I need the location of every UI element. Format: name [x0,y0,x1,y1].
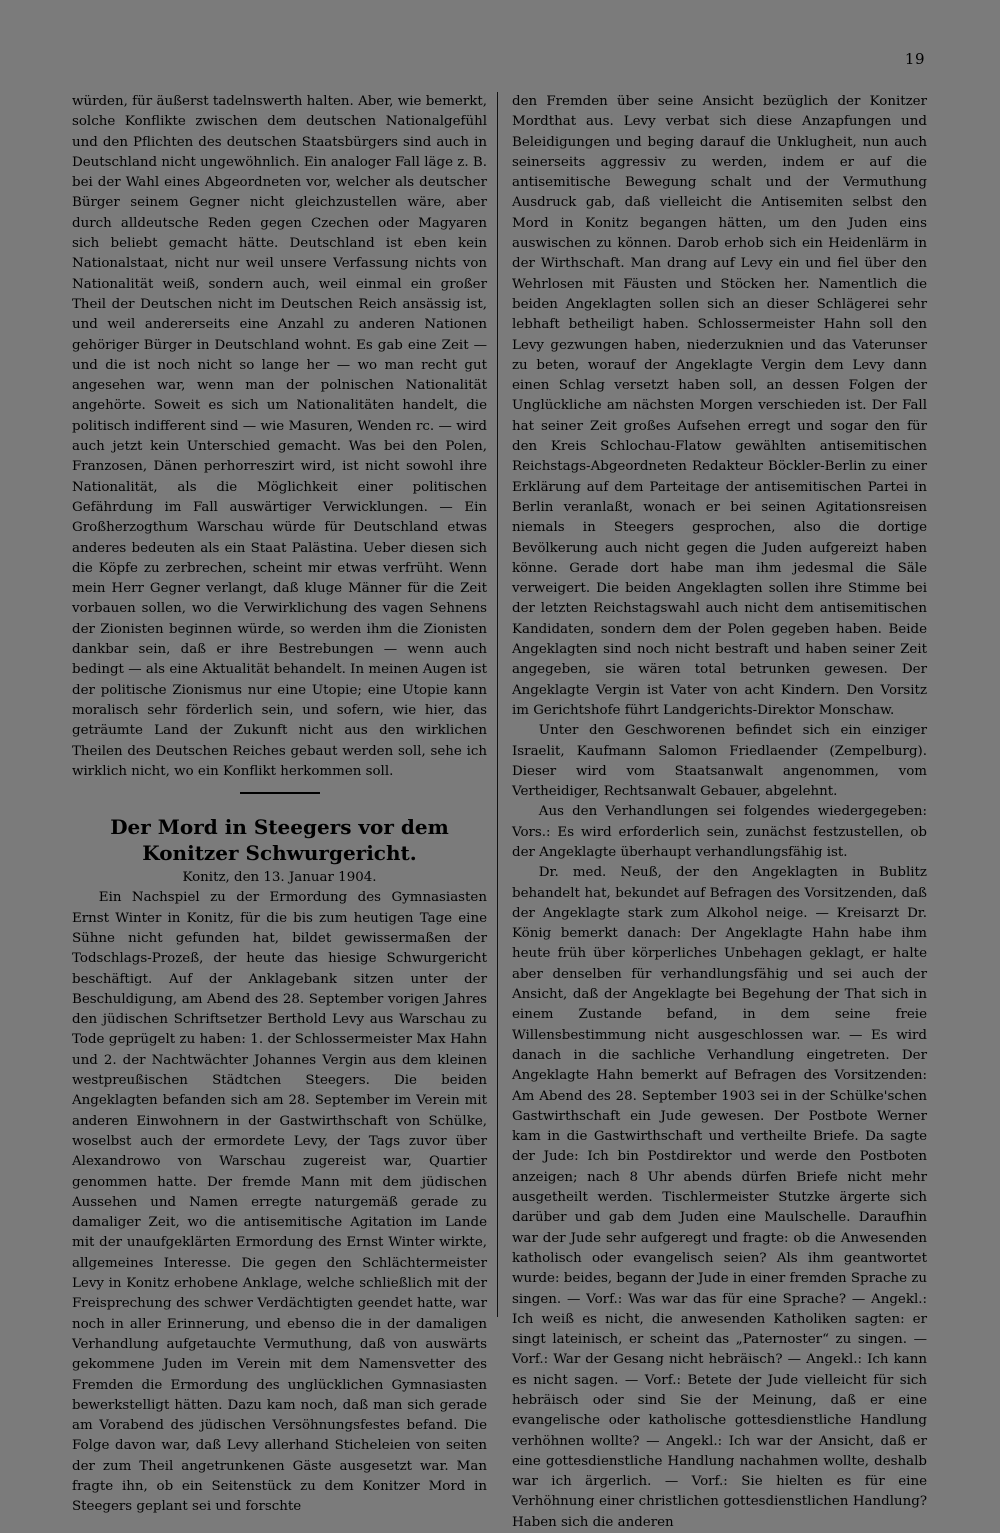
left-paragraph-1: würden, für äußerst tadelnswerth halten. Aber, wie bemerkt, solche Konflikte zwischen dem deutschen Nationalgefühl und den Pflichten des deutschen Staatsbürgers sind auch in Deutschland nicht ungewöhnlich. Ein analoger Fall läge z. B. bei der Wahl eines Abgeordneten vor, welcher als deutscher Bürger seinem Gegner nicht gleichzustellen wäre, aber durch alldeutsche Reden gegen Czechen oder Magyaren sich beliebt gemacht hätte. Deutschland ist eben kein Nationalstaat, nicht nur weil unsere Verfassung nichts von Nationalität weiß, sondern auch, weil einmal ein großer Theil der Deutschen nicht im Deutschen Reich ansässig ist, und weil andererseits eine Anzahl zu anderen Nationen gehöriger Bürger in Deutschland wohnt. Es gab eine Zeit — und die ist noch nicht so lange her — wo man recht gut angesehen war, wenn man der polnischen Nationalität angehörte. Soweit es sich um Nationalitäten handelt, die politisch indifferent sind — wie Masuren, Wenden rc. — wird auch jetzt kein Unterschied gemacht. Was bei den Polen, Franzosen, Dänen perhorreszirt wird, ist nicht sowohl ihre Nationalität, als die Möglichkeit einer politischen Gefährdung im Fall auswärtiger Verwicklungen. — Ein Großherzogthum Warschau würde für Deutschland etwas anderes bedeuten als ein Staat Palästina. Ueber diesen sich die Köpfe zu zerbrechen, scheint mir etwas verfrüht. Wenn mein Herr Gegner verlangt, daß kluge Männer für die Zeit vorbauen sollen, wo die Verwirklichung des vagen Sehnens der Zionisten beginnen würde, so werden ihm die Zionisten dankbar sein, daß er ihre Bestrebungen — wenn auch bedingt — als eine Aktualität behandelt. In meinen Augen ist der politische Zionismus nur eine Utopie; eine Utopie kann moralisch sehr förderlich sein, und sofern, wie hier, das geträumte Land der Zukunft nicht aus den wirklichen Theilen des Deutschen Reiches gebaut werden soll, sehe ich wirklich nicht, wo ein Konflikt herkommen soll. [72,94,487,779]
article-heading: Der Mord in Steegers vor dem Konitzer Schwurgericht. [110,815,449,866]
right-paragraph-3: Aus den Verhandlungen sei folgendes wiedergegeben: Vors.: Es wird erforderlich sein, zunächst festzustellen, ob der Angeklagte überhaupt verhandlungsfähig ist. [512,804,927,860]
article-dateline: Konitz, den 13. Januar 1904. [182,870,377,886]
page-number: 19 [904,50,925,68]
left-paragraph-2: Ein Nachspiel zu der Ermordung des Gymnasiasten Ernst Winter in Konitz, für die bis zum heutigen Tage eine Sühne nicht gefunden hat, bildet gewissermaßen der Todschlags-Prozeß, der heute das hiesige Schwurgericht beschäftigt. Auf der Anklagebank sitzen unter der Beschuldigung, am Abend des 28. September vorigen Jahres den jüdischen Schriftsetzer Berthold Levy aus Warschau zu Tode geprügelt zu haben: 1. der Schlossermeister Max Hahn und 2. der Nachtwächter Johannes Vergin aus dem kleinen westpreußischen Städtchen Steegers. Die beiden Angeklagten befanden sich am 28. September im Verein mit anderen Einwohnern in der Gastwirthschaft von Schülke, woselbst auch der ermordete Levy, der Tags zuvor über Alexandrowo von Warschau zugereist war, Quartier genommen hatte. Der fremde Mann mit dem jüdischen Aussehen und Namen erregte naturgemäß gerade zu damaliger Zeit, wo die antisemitische Agitation im Lande mit der unaufgeklärten Ermordung des Ernst Winter wirkte, allgemeines Interesse. Die gegen den Schlächtermeister Levy in Konitz erhobene Anklage, welche schließlich mit der Freisprechung des schwer Verdächtigten geendet hatte, war noch in aller Erinnerung, und ebenso die in der damaligen Verhandlung aufgetauchte Vermuthung, daß von auswärts gekommene Juden im Verein mit dem Namensvetter des Fremden die Ermordung des unglücklichen Gymnasiasten bewerkstelligt hätten. Dazu kam noch, daß man sich gerade am Vorabend des jüdischen Versöhnungsfestes befand. Die Folge davon war, daß Levy allerhand Sticheleien von seiten der zum Theil angetrunkenen Gäste ausgesetzt war. Man fragte ihn, ob ein Seitenstück zu dem Konitzer Mord in Steegers geplant sei und forschte [72,890,487,1515]
right-paragraph-4: Dr. med. Neuß, der den Angeklagten in Bublitz behandelt hat, bekundet auf Befragen des Vorsitzenden, daß der Angeklagte stark zum Alkohol neige. — Kreisarzt Dr. König bemerkt danach: Der Angeklagte Hahn habe ihm heute früh über körperliches Unbehagen geklagt, er halte aber denselben für verhandlungsfähig und sei auch der Ansicht, daß der Angeklagte bei Begehung der That sich in einem Zustande befand, in dem seine freie Willensbestimmung nicht ausgeschlossen war. — Es wird danach in die sachliche Verhandlung eingetreten. Der Angeklagte Hahn bemerkt auf Befragen des Vorsitzenden: Am Abend des 28. September 1903 sei in der Schülke'schen Gastwirthschaft ein Jude gewesen. Der Postbote Werner kam in die Gastwirthschaft und vertheilte Briefe. Da sagte der Jude: Ich bin Postdirektor und werde den Postboten anzeigen; nach 8 Uhr abends dürfen Briefe nicht mehr ausgetheilt werden. Tischlermeister Stutzke ärgerte sich darüber und gab dem Juden eine Maulschelle. Daraufhin war der Jude sehr aufgeregt und fragte: ob die Anwesenden katholisch oder evangelisch seien? Als ihm geantwortet wurde: beides, begann der Jude in einer fremden Sprache zu singen. — Vorf.: Was war das für eine Sprache? — Angekl.: Ich weiß es nicht, die anwesenden Katholiken sagten: er singt lateinisch, er scheint das „Paternoster“ zu singen. — Vorf.: War der Gesang nicht hebräisch? — Angekl.: Ich kann es nicht sagen. — Vorf.: Betete der Jude vielleicht für sich hebräisch oder sind Sie der Meinung, daß er eine evangelische oder katholische gottesdienstliche Handlung verhöhnen wollte? — Angekl.: Ich war der Ansicht, daß er eine gottesdienstliche Handlung nachahmen wollte, deshalb war ich ärgerlich. — Vorf.: Sie hielten es für eine Verhöhnung einer christlichen gottesdienstlichen Handlung? Haben sich die anderen [512,865,927,1530]
column-divider [497,92,498,1317]
left-column [72,92,487,1518]
section-separator [240,792,320,794]
right-paragraph-1: den Fremden über seine Ansicht bezüglich der Konitzer Mordthat aus. Levy verbat sich diese Anzapfungen und Beleidigungen und beging darauf die Unklugheit, nun auch seinerseits aggressiv zu werden, indem er auf die antisemitische Bewegung schalt und der Vermuthung Ausdruck gab, daß vielleicht die Antisemiten selbst den Mord in Konitz begangen hätten, um den Juden eins auswischen zu können. Darob erhob sich ein Heidenlärm in der Wirthschaft. Man drang auf Levy ein und fiel über den Wehrlosen mit Fäusten und Stöcken her. Namentlich die beiden Angeklagten sollen sich an dieser Schlägerei sehr lebhaft betheiligt haben. Schlossermeister Hahn soll den Levy gezwungen haben, niederzuknien und das Vaterunser zu beten, worauf der Angeklagte Vergin dem Levy dann einen Schlag versetzt haben soll, an dessen Folgen der Unglückliche am nächsten Morgen verschieden ist. Der Fall hat seiner Zeit großes Aufsehen erregt und sogar den für den Kreis Schlochau-Flatow gewählten antisemitischen Reichstags-Abgeordneten Redakteur Böckler-Berlin zu einer Erklärung auf dem Parteitage der antisemitischen Partei in Berlin veranlaßt, wonach er bei seinen Agitationsreisen niemals in Steegers gesprochen, also die dortige Bevölkerung auch nicht gegen die Juden aufgereizt haben könne. Gerade dort habe man ihm jedesmal die Säle verweigert. Die beiden Angeklagten sollen ihre Stimme bei der letzten Reichstagswahl auch nicht dem antisemitischen Kandidaten, sondern dem der Polen gegeben haben. Beide Angeklagten sind noch nicht bestraft und haben seiner Zeit angegeben, sie wären total betrunken gewesen. Der Angeklagte Vergin ist Vater von acht Kindern. Den Vorsitz im Gerichtshofe führt Landgerichts-Direktor Monschaw. [512,94,927,718]
right-paragraph-2: Unter den Geschworenen befindet sich ein einziger Israelit, Kaufmann Salomon Friedlaender (Zempelburg). Dieser wird vom Staatsanwalt angenommen, vom Vertheidiger, Rechtsanwalt Gebauer, abgelehnt. [512,723,927,800]
right-column [512,92,927,1533]
